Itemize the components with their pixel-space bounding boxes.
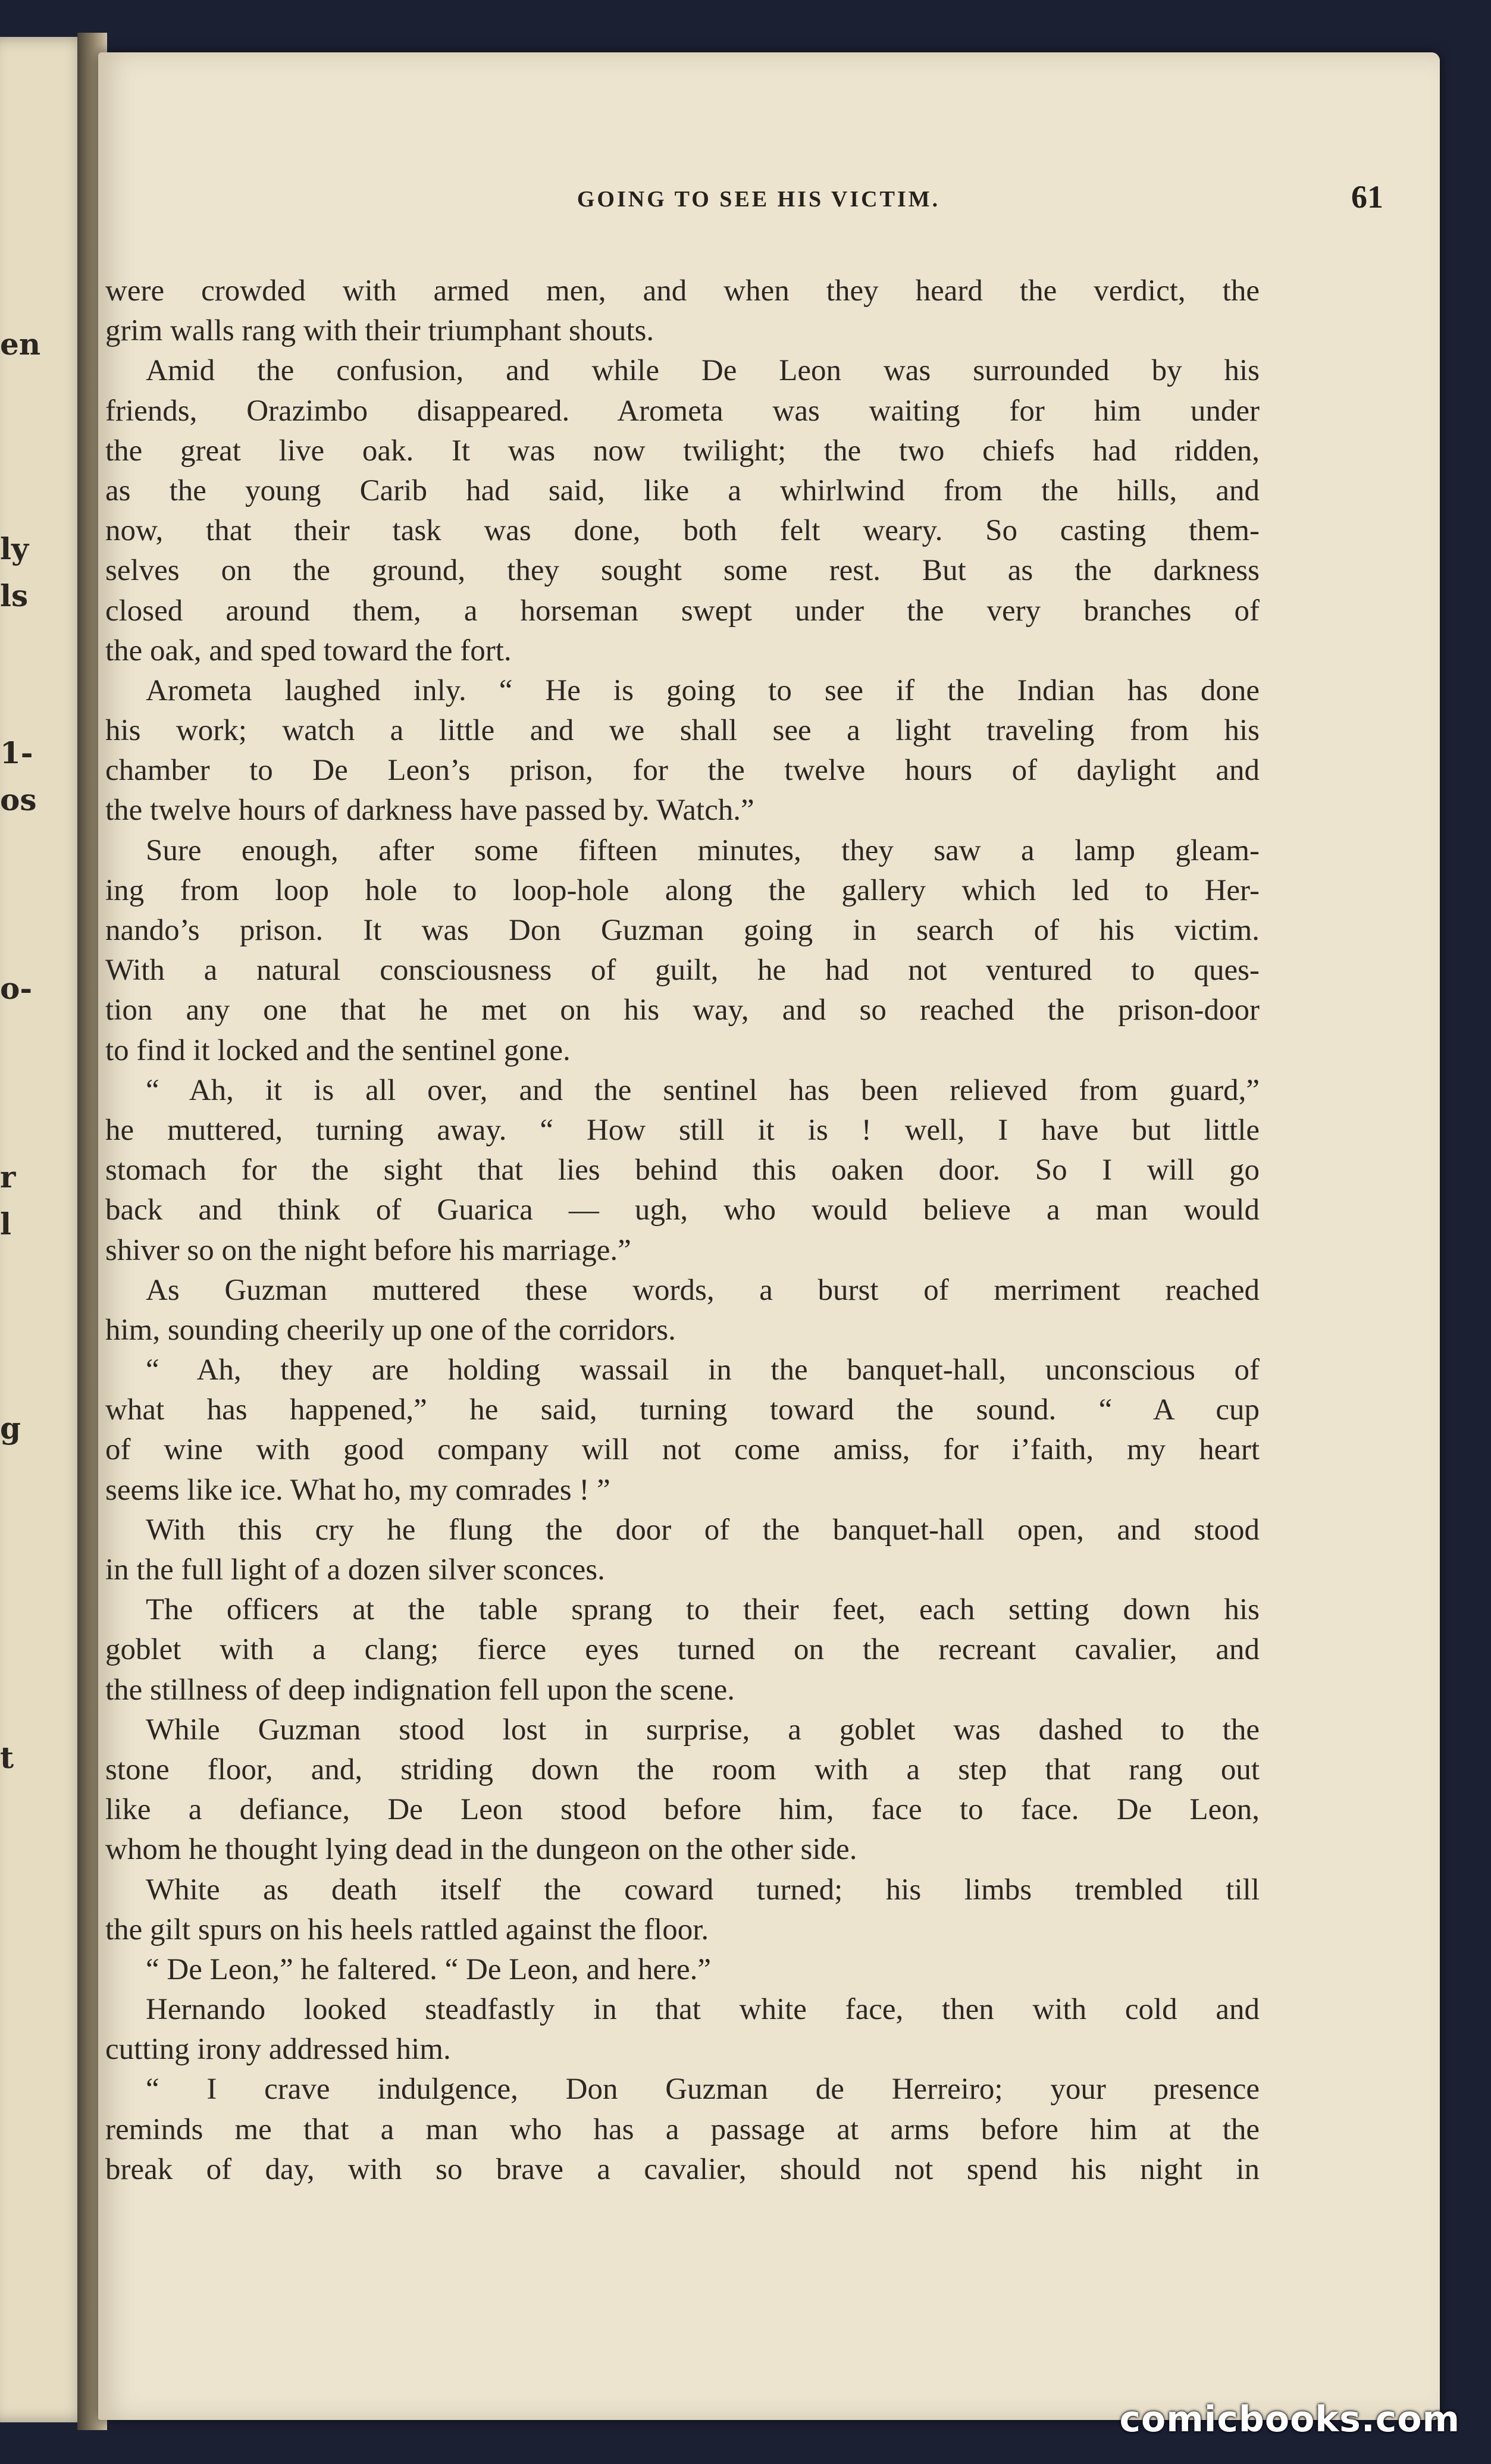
- text-line: break of day, with so brave a cavalier, should not spend his night in: [105, 2152, 1260, 2186]
- left-page-fragment: o-: [0, 971, 33, 1006]
- text-line: of wine with good company will not come amiss, for i’faith, my heart: [105, 1433, 1260, 1467]
- text-line: were crowded with armed men, and when they heard the verdict, the: [105, 274, 1260, 308]
- text-line: shiver so on the night before his marriage.”: [105, 1233, 631, 1267]
- left-page-fragment: t: [0, 1740, 14, 1775]
- text-line: nando’s prison. It was Don Guzman going in search of his victim.: [105, 914, 1260, 947]
- text-line: the oak, and sped toward the fort.: [105, 634, 512, 667]
- text-line: With a natural consciousness of guilt, he had not ventured to ques-: [105, 954, 1260, 988]
- text-line: goblet with a clang; fierce eyes turned on the recreant cavalier, and: [105, 1633, 1260, 1667]
- text-line: stomach for the sight that lies behind this oaken door. So I will go: [105, 1153, 1260, 1187]
- text-line: seems like ice. What ho, my comrades ! ”: [105, 1473, 610, 1507]
- page-number: 61: [1351, 179, 1383, 215]
- text-line: closed around them, a horseman swept under the very branches of: [105, 594, 1260, 628]
- text-line: tion any one that he met on his way, and so reached the prison-door: [105, 993, 1260, 1027]
- text-line: Sure enough, after some fifteen minutes, they saw a lamp gleam-: [146, 833, 1260, 867]
- text-line: “ Ah, it is all over, and the sentinel has been relieved from guard,”: [146, 1073, 1260, 1107]
- text-line: in the full light of a dozen silver sconces.: [105, 1553, 605, 1587]
- left-page-fragment: 1-: [0, 735, 33, 770]
- text-line: With this cry he flung the door of the banquet-hall open, and stood: [146, 1513, 1260, 1547]
- running-head: GOING TO SEE HIS VICTIM.: [577, 187, 941, 212]
- body-text: [105, 271, 1260, 2190]
- text-line: now, that their task was done, both felt weary. So casting them-: [105, 514, 1260, 548]
- book-page: [98, 52, 1440, 2420]
- text-line: White as death itself the coward turned; his limbs trembled till: [146, 1873, 1260, 1907]
- watermark: comicbooks.com: [1119, 2399, 1460, 2440]
- left-page-fragment: ls: [0, 578, 29, 613]
- left-page-fragment: g: [0, 1410, 21, 1446]
- text-line: like a defiance, De Leon stood before him, face to face. De Leon,: [105, 1793, 1260, 1827]
- text-line: whom he thought lying dead in the dungeon on the other side.: [105, 1833, 857, 1867]
- text-line: Amid the confusion, and while De Leon was surrounded by his: [146, 354, 1260, 388]
- text-line: “ De Leon,” he faltered. “ De Leon, and here.”: [146, 1952, 712, 1986]
- text-line: The officers at the table sprang to their feet, each setting down his: [146, 1593, 1260, 1627]
- left-page-edge: [0, 37, 89, 2422]
- text-line: ing from loop hole to loop-hole along the gallery which led to Her-: [105, 873, 1260, 907]
- text-line: Hernando looked steadfastly in that white face, then with cold and: [146, 1993, 1260, 2027]
- text-line: to find it locked and the sentinel gone.: [105, 1033, 571, 1067]
- text-line: “ Ah, they are holding wassail in the banquet-hall, unconscious of: [146, 1353, 1260, 1387]
- text-line: chamber to De Leon’s prison, for the twelve hours of daylight and: [105, 754, 1260, 788]
- text-line: cutting irony addressed him.: [105, 2033, 451, 2067]
- text-line: he muttered, turning away. “ How still it is ! well, I have but little: [105, 1113, 1260, 1147]
- text-line: selves on the ground, they sought some rest. But as the darkness: [105, 554, 1260, 588]
- text-line: grim walls rang with their triumphant shouts.: [105, 314, 654, 348]
- text-line: as the young Carib had said, like a whirlwind from the hills, and: [105, 474, 1260, 507]
- left-page-fragment: ly: [0, 531, 29, 566]
- left-page-fragment: l: [0, 1206, 11, 1242]
- left-page-fragment: os: [0, 782, 37, 817]
- text-line: the gilt spurs on his heels rattled against the floor.: [105, 1913, 709, 1946]
- text-line: the great live oak. It was now twilight; the two chiefs had ridden,: [105, 434, 1260, 468]
- text-line: what has happened,” he said, turning toward the sound. “ A cup: [105, 1393, 1260, 1427]
- left-page-fragment: en: [0, 327, 41, 362]
- text-line: the stillness of deep indignation fell upon the scene.: [105, 1673, 735, 1707]
- left-page-fragment: r: [0, 1159, 16, 1195]
- text-line: stone floor, and, striding down the room with a step that rang out: [105, 1753, 1260, 1786]
- text-line: back and think of Guarica — ugh, who would believe a man would: [105, 1193, 1260, 1227]
- text-line: friends, Orazimbo disappeared. Arometa was waiting for him under: [105, 394, 1260, 428]
- text-line: reminds me that a man who has a passage at arms before him at the: [105, 2112, 1260, 2146]
- text-line: “ I crave indulgence, Don Guzman de Herreiro; your presence: [146, 2073, 1260, 2106]
- text-line: his work; watch a little and we shall see a light traveling from his: [105, 714, 1260, 748]
- text-line: him, sounding cheerily up one of the corridors.: [105, 1313, 676, 1347]
- text-line: As Guzman muttered these words, a burst of merriment reached: [146, 1273, 1260, 1307]
- text-line: While Guzman stood lost in surprise, a goblet was dashed to the: [146, 1713, 1260, 1747]
- text-line: the twelve hours of darkness have passed by. Watch.”: [105, 794, 754, 827]
- text-line: Arometa laughed inly. “ He is going to see if the Indian has done: [146, 673, 1260, 707]
